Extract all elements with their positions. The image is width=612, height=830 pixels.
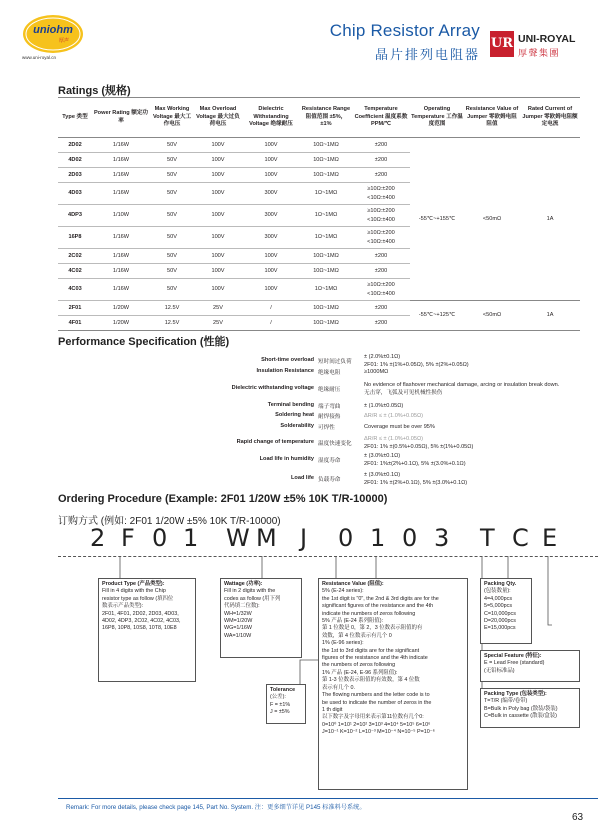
performance-value-line: ± (1.0%±0.05Ω) (364, 403, 404, 409)
box-line: (包装数量): (484, 588, 511, 595)
code-char: 1 (370, 524, 386, 552)
box-line: C=Bulk in cassette (散装/盒装) (484, 713, 557, 720)
logo-text: uniohm (33, 24, 73, 36)
box-line: 表示有几个 0. (322, 684, 355, 691)
box-line: 4D02, 4DP3, 2C02, 4C02, 4C03, (102, 618, 181, 625)
ratings-col-header: Operating Temperature 工作温度范围 (410, 98, 464, 138)
cell-dwv: 100V (242, 138, 300, 153)
box-line: WA=1/10W (224, 632, 252, 639)
cell-mov: 25V (194, 316, 242, 331)
cell-mwv: 50V (150, 249, 194, 264)
code-char: W (226, 524, 250, 552)
tcr-line: <10Ω:±400 (367, 290, 395, 297)
box-line: resistor type as follow (填四位 (102, 595, 174, 602)
resistance-box (318, 578, 468, 790)
cell-type: 4C03 (58, 279, 92, 301)
special-feature-box (480, 650, 580, 682)
cell-range: 1Ω~1MΩ (300, 205, 352, 227)
cell-dwv: 100V (242, 264, 300, 279)
cell-dwv: 300V (242, 205, 300, 227)
ratings-col-header: Max Working Voltage 最大工作电压 (150, 98, 194, 138)
box-line: indicate the numbers of zeros following (322, 610, 416, 617)
performance-value-line: Coverage must be over 95% (364, 424, 435, 430)
performance-cn-label: 耐焊接热 (318, 414, 341, 420)
box-line: 第 1-3 位数表示阻值的有效数，第 4 位数 (322, 677, 420, 684)
box-line: B=Bulk in Poly bag (散装/袋装) (484, 705, 558, 712)
box-line: 1% 产品 (E-24, E-96 系列阻值): (322, 669, 398, 676)
tcr-line: ≥10Ω:±200 (367, 229, 395, 236)
logo-cn: 厚声 (58, 38, 70, 44)
performance-value-line: ΔR/R ≤ ± (1.0%+0.05Ω) (364, 413, 423, 419)
code-char: 1 (183, 524, 199, 552)
cell-type: 4C02 (58, 264, 92, 279)
tcr-line: <10Ω:±400 (367, 216, 395, 223)
performance-en-label: Solderability (280, 423, 314, 429)
box-line: significant figures of the resistance and the 4th (322, 603, 434, 610)
tcr-line: ±200 (374, 171, 388, 178)
box-line: C=10,000pcs (484, 610, 516, 617)
cell-op_temp: -55℃~+125℃ (410, 301, 464, 331)
code-char: 0 (402, 524, 418, 552)
ratings-col-header: Temperature Coefficient 温度系数PPM/℃ (352, 98, 410, 138)
remark-text: Remark: For more details, please check page 145, Part No. System. 注：更多细节详见 P145 标准料号系统。 (66, 804, 366, 811)
cell-type: 4D02 (58, 153, 92, 168)
performance-en-label: Dielectric withstanding voltage (231, 385, 314, 391)
code-char: 0 (152, 524, 168, 552)
cell-range: 10Ω~1MΩ (300, 249, 352, 264)
box-line: 5% (E-24 series): (322, 588, 364, 595)
cell-range: 1Ω~1MΩ (300, 227, 352, 249)
cell-mwv: 50V (150, 227, 194, 249)
box-line: D=20,000pcs (484, 618, 516, 625)
box-line: codes as follow (用下列 (224, 595, 281, 602)
cell-mov: 100V (194, 264, 242, 279)
cell-dwv: 100V (242, 249, 300, 264)
box-line: Fill in 4 digits with the Chip (102, 588, 166, 595)
box-line: WH=1/32W (224, 610, 252, 617)
box-line: the 1st digit is "0", the 2nd & 3rd digits are for the (322, 595, 439, 602)
performance-value-line: ΔR/R ≤ ± (1.0%+0.05Ω) (364, 436, 423, 442)
tcr-line: ≥10Ω:±200 (367, 185, 395, 192)
cell-power: 1/16W (92, 153, 150, 168)
ratings-title: Ratings (规格) (58, 85, 131, 97)
performance-cn-label: 湿度寿命 (318, 458, 341, 464)
cell-mwv: 50V (150, 205, 194, 227)
cell-mwv: 12.5V (150, 301, 194, 316)
cell-range: 1Ω~1MΩ (300, 279, 352, 301)
cell-type: 2D03 (58, 168, 92, 183)
packing-qty-title: Packing Qty. (484, 581, 517, 587)
cell-mwv: 50V (150, 168, 194, 183)
cell-dwv: 100V (242, 153, 300, 168)
performance-value-line: ≥1000MΩ (364, 369, 389, 375)
cell-power: 1/10W (92, 205, 150, 227)
page-subtitle: 晶片排列电阻器 (374, 47, 480, 62)
product-type-box (98, 578, 196, 682)
box-line: J=10⁻¹ K=10⁻² L=10⁻³ M=10⁻⁴ N=10⁻⁵ P=10⁻⁶ (322, 729, 435, 736)
box-line: Fill in 2 digits with the (224, 588, 276, 595)
ratings-col-header: Resistance Value of Jumper 零欧姆电阻阻值 (464, 98, 520, 138)
performance-value-line: 2F01: 1% ±(0.5%+0.05Ω), 5% ±(1%+0.05Ω) (364, 444, 474, 450)
uniroyal-brand: UNI-ROYAL (518, 33, 576, 45)
footer-divider (58, 798, 598, 799)
cell-dwv: 300V (242, 183, 300, 205)
cell-power: 1/16W (92, 168, 150, 183)
cell-mov: 100V (194, 227, 242, 249)
box-line: E = Lead Free (standard) (484, 660, 545, 667)
packing-type-title: Packing Type (包装类型): (484, 691, 547, 697)
performance-cn-label: 端子弯曲 (318, 404, 341, 410)
box-line: 1 th digit (322, 706, 343, 713)
company-url: www.uni-royal.cn (22, 55, 57, 60)
performance-cn-label: 温度快速变化 (318, 441, 352, 447)
cell-jumper_r: <50mΩ (464, 301, 520, 331)
performance-cn-label: 可焊性 (318, 425, 335, 431)
ordering-title: Ordering Procedure (Example: 2F01 1/20W ±5% 10K T/R-10000) (58, 493, 388, 505)
box-line: the numbers of zeros following (322, 662, 396, 669)
performance-en-label: Rapid change of temperature (236, 439, 314, 445)
box-line: 5=5,000pcs (484, 603, 513, 610)
ratings-col-header: Rated Current of Jumper 零欧姆电阻额定电流 (520, 98, 580, 138)
cell-dwv: 100V (242, 279, 300, 301)
tolerance-title: Tolerance (270, 687, 296, 693)
box-line: be used to indicate the number of zeros in the (322, 699, 432, 706)
box-line: (公差): (270, 694, 286, 701)
performance-en-label: Terminal bending (267, 402, 314, 408)
ratings-col-header: Resistance Range 阻值范围 ±5%，±1% (300, 98, 352, 138)
performance-value-line: No evidence of flashover mechanical damage, arcing or insulation break down. (364, 382, 560, 388)
cell-mwv: 50V (150, 138, 194, 153)
box-line: 0=10⁰ 1=10¹ 2=10² 3=10³ 4=10⁴ 5=10⁵ 6=10⁶ (322, 721, 431, 728)
performance-value-line: ± (3.0%±0.1Ω) (364, 453, 401, 459)
cell-power: 1/16W (92, 227, 150, 249)
box-line: 4=4,000pcs (484, 595, 513, 602)
ratings-col-header: Power Rating 额定功率 (92, 98, 150, 138)
page-number: 63 (572, 812, 584, 823)
cell-mov: 100V (194, 153, 242, 168)
performance-en-label: Short-time overload (261, 357, 314, 363)
cell-jumper_i: 1A (520, 301, 580, 331)
box-line: WM=1/20W (224, 618, 253, 625)
cell-dwv: / (242, 316, 300, 331)
cell-mwv: 50V (150, 183, 194, 205)
tcr-line: ±200 (374, 252, 388, 259)
performance-cn-label: 短时间过负荷 (318, 359, 352, 365)
cell-type: 16P8 (58, 227, 92, 249)
performance-en-label: Load life (291, 475, 314, 481)
special-feature-title: Special Feature (特征): (484, 653, 542, 659)
box-line: 2F01, 4F01, 2D02, 2D03, 4D03, (102, 610, 179, 617)
cell-range: 1Ω~1MΩ (300, 183, 352, 205)
uniroyal-logo-mark: UR (490, 31, 514, 57)
box-line: WG=1/16W (224, 625, 253, 632)
tcr-line: ±200 (374, 141, 388, 148)
performance-value-line: 2F01: 1%±(2%+0.1Ω), 5% ±(3.0%+0.1Ω) (364, 461, 466, 467)
cell-power: 1/20W (92, 316, 150, 331)
tcr-line: ±200 (374, 267, 388, 274)
cell-dwv: 100V (242, 168, 300, 183)
resistance-title: Resistance Value (阻值): (322, 581, 384, 587)
product-type-title: Product Type (产品类型): (102, 581, 165, 587)
ordering-subtitle: 订购方式 (例如: 2F01 1/20W ±5% 10K T/R-10000) (58, 516, 281, 527)
code-char: F (121, 524, 135, 552)
cell-type: 2D02 (58, 138, 92, 153)
tcr-line: ±200 (374, 156, 388, 163)
cell-mwv: 50V (150, 279, 194, 301)
box-line: 以下数字及字母用来表示第11位数有几个0: (322, 714, 424, 721)
cell-op_temp: -55℃~+155℃ (410, 138, 464, 301)
code-char: E (542, 524, 558, 552)
box-line: J = ±5% (270, 709, 290, 716)
box-line: 代码填二位数): (224, 603, 260, 610)
cell-mov: 100V (194, 138, 242, 153)
uniroyal-brand-cn: 厚聲集團 (518, 48, 561, 58)
cell-jumper_i: 1A (520, 138, 580, 301)
cell-range: 10Ω~1MΩ (300, 153, 352, 168)
cell-power: 1/16W (92, 264, 150, 279)
cell-mov: 100V (194, 183, 242, 205)
cell-mov: 100V (194, 249, 242, 264)
cell-jumper_r: <50mΩ (464, 138, 520, 301)
cell-dwv: 300V (242, 227, 300, 249)
cell-dwv: / (242, 301, 300, 316)
performance-value-line: 无击穿，飞弧及可见机械性损伤 (364, 390, 443, 396)
box-line: 数表示产品类型): (102, 603, 144, 610)
cell-power: 1/16W (92, 138, 150, 153)
cell-type: 4DP3 (58, 205, 92, 227)
box-line: figures of the resistance and the 4th indicate (322, 655, 428, 662)
box-line: (无铅标准品) (484, 667, 515, 674)
tcr-line: ±200 (374, 319, 388, 326)
ratings-col-header: Type 类型 (58, 98, 92, 138)
performance-cn-label: 绝缘电阻 (318, 370, 341, 376)
tcr-line: ±200 (374, 304, 388, 311)
performance-value-line: ± (3.0%±0.1Ω) (364, 472, 401, 478)
box-line: 1% (E-96 series): (322, 640, 364, 647)
tcr-line: <10Ω:±400 (367, 194, 395, 201)
box-line: F = ±1% (270, 701, 291, 708)
cell-mov: 25V (194, 301, 242, 316)
cell-mwv: 50V (150, 264, 194, 279)
cell-type: 2F01 (58, 301, 92, 316)
box-line: 第 1 位数是 0，第 2，3 位数表示阻值的有 (322, 625, 423, 632)
cell-range: 10Ω~1MΩ (300, 316, 352, 331)
box-line: 5% 产品 (E-24 系列阻值): (322, 618, 384, 625)
code-char: 3 (434, 524, 450, 552)
ratings-col-header: Dielectric Withstanding Voltage 绝缘耐压 (242, 98, 300, 138)
cell-mov: 100V (194, 279, 242, 301)
wattage-box (220, 578, 302, 658)
tcr-line: <10Ω:±400 (367, 238, 395, 245)
performance-value-line: ± (2.0%±0.1Ω) (364, 354, 401, 360)
tcr-line: ≥10Ω:±200 (367, 281, 395, 288)
performance-value-line: 2F01: 1% ±(1%+0.05Ω), 5% ±(2%+0.05Ω) (364, 362, 469, 368)
cell-mov: 100V (194, 168, 242, 183)
code-char: J (300, 524, 308, 552)
cell-mwv: 12.5V (150, 316, 194, 331)
box-line: T=T/R (编带/卷带) (484, 698, 528, 705)
ratings-col-header: Max Overload Voltage 最大过负荷电压 (194, 98, 242, 138)
performance-cn-label: 负载寿命 (318, 477, 341, 483)
box-line: E=15,000pcs (484, 625, 516, 632)
cell-type: 4D03 (58, 183, 92, 205)
cell-range: 10Ω~1MΩ (300, 138, 352, 153)
code-char: T (480, 524, 495, 552)
cell-mwv: 50V (150, 153, 194, 168)
packing-qty-box (480, 578, 532, 644)
cell-power: 1/16W (92, 183, 150, 205)
wattage-title: Wattage (功率): (224, 581, 263, 587)
code-char: 2 (90, 524, 106, 552)
code-char: C (512, 524, 529, 552)
box-line: The flowing numbers and the letter code is to (322, 692, 430, 699)
code-char: 0 (338, 524, 354, 552)
performance-title: Performance Specification (性能) (58, 336, 230, 348)
cell-type: 2C02 (58, 249, 92, 264)
cell-power: 1/16W (92, 249, 150, 264)
performance-en-label: Insulation Resistance (256, 368, 314, 374)
cell-range: 10Ω~1MΩ (300, 301, 352, 316)
cell-power: 1/20W (92, 301, 150, 316)
performance-en-label: Load life in humidity (259, 456, 314, 462)
performance-cn-label: 绝缘耐压 (318, 387, 341, 393)
code-char: M (256, 524, 277, 552)
packing-type-box (480, 688, 580, 728)
tolerance-box (266, 684, 306, 724)
cell-range: 10Ω~1MΩ (300, 264, 352, 279)
performance-value-line: 2F01: 1% ±(2%+0.1Ω), 5% ±(3.0%+0.1Ω) (364, 480, 468, 486)
cell-mov: 100V (194, 205, 242, 227)
cell-range: 10Ω~1MΩ (300, 168, 352, 183)
box-line: 16P8, 10P8, 10S8, 10T8, 10E8 (102, 625, 177, 632)
cell-power: 1/16W (92, 279, 150, 301)
tcr-line: ≥10Ω:±200 (367, 207, 395, 214)
cell-type: 4F01 (58, 316, 92, 331)
page-title: Chip Resistor Array (329, 21, 480, 40)
box-line: 效数，第 4 位数表示有几个 0 (322, 632, 392, 639)
box-line: the 1st to 3rd digits are for the significant (322, 647, 420, 654)
performance-en-label: Soldering heat (275, 412, 314, 418)
